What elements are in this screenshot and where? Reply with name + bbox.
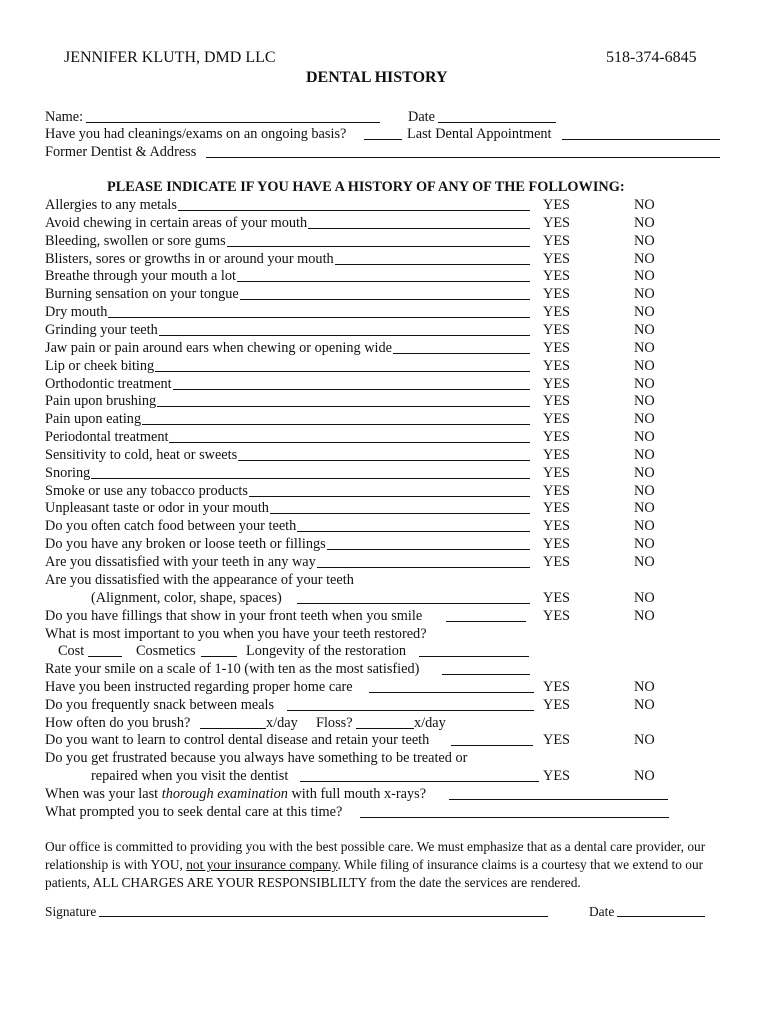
yes-option[interactable]: YES xyxy=(543,446,571,463)
no-option[interactable]: NO xyxy=(634,250,655,267)
question-text: Sensitivity to cold, heat or sweets xyxy=(45,446,238,463)
yes-option[interactable]: YES xyxy=(543,393,571,410)
no-option[interactable]: NO xyxy=(634,482,655,499)
rate-smile-field[interactable] xyxy=(442,674,530,675)
question-answer-line[interactable] xyxy=(327,549,530,550)
brush-per-day: x/day xyxy=(266,715,298,731)
appearance-no[interactable]: NO xyxy=(634,590,655,606)
frustrated-yes[interactable]: YES xyxy=(543,768,571,784)
notice-part2: . While filing of insurance claims is a courtesy that we extend to our patients, ALL CHARGES ARE YOUR RESPONSIBLILTY from the date the services are rendered. xyxy=(45,857,704,890)
question-answer-line[interactable] xyxy=(317,567,530,568)
question-answer-line[interactable] xyxy=(249,496,530,497)
yes-option[interactable]: YES xyxy=(543,232,571,249)
frustrated-detail: repaired when you visit the dentist xyxy=(91,768,289,784)
xrays-question xyxy=(45,787,426,801)
question-text: Orthodontic treatment xyxy=(45,375,172,392)
control-no[interactable]: NO xyxy=(634,732,655,748)
no-option[interactable]: NO xyxy=(634,197,655,213)
name-label: Name: xyxy=(45,109,84,125)
xrays-field[interactable] xyxy=(449,799,668,800)
yes-option[interactable]: YES xyxy=(543,304,571,321)
cosmetics-label: Cosmetics xyxy=(136,643,196,659)
question-answer-line[interactable] xyxy=(297,531,530,532)
fillings-front-no[interactable]: NO xyxy=(634,608,655,624)
question-answer-line[interactable] xyxy=(157,406,530,407)
question-text: Avoid chewing in certain areas of your mouth xyxy=(45,214,308,231)
yes-option[interactable]: YES xyxy=(543,250,571,267)
control-field[interactable] xyxy=(451,745,533,746)
fillings-front-question: Do you have fillings that show in your front teeth when you smile xyxy=(45,608,423,624)
notice-part1: Our office is committed to providing you with the best possible care. We must emphasize that as a dental care provider, our relationship is with YOU, xyxy=(45,839,706,872)
cleanings-field[interactable] xyxy=(364,139,402,140)
signature-date-field[interactable] xyxy=(617,916,705,917)
question-answer-line[interactable] xyxy=(393,353,530,354)
home-care-field[interactable] xyxy=(369,692,534,693)
no-option[interactable]: NO xyxy=(634,214,655,231)
no-option[interactable]: NO xyxy=(634,500,655,517)
no-option[interactable]: NO xyxy=(634,268,655,285)
practice-phone: 518-374-6845 xyxy=(606,49,697,66)
brush-field[interactable] xyxy=(200,728,266,729)
prompted-question: What prompted you to seek dental care at this time? xyxy=(45,804,343,820)
question-answer-line[interactable] xyxy=(173,389,530,390)
yes-option[interactable]: YES xyxy=(543,464,571,481)
question-text: Are you dissatisfied with your teeth in any way xyxy=(45,554,316,570)
question-answer-line[interactable] xyxy=(178,210,530,211)
question-text: Snoring xyxy=(45,464,91,481)
cosmetics-field[interactable] xyxy=(201,656,237,657)
question-text: Allergies to any metals xyxy=(45,197,177,213)
signature-field[interactable] xyxy=(99,916,548,917)
control-question: Do you want to learn to control dental disease and retain your teeth xyxy=(45,732,430,748)
question-answer-line[interactable] xyxy=(155,371,530,372)
longevity-label: Longevity of the restoration xyxy=(246,643,407,659)
name-field[interactable] xyxy=(86,122,380,123)
fillings-front-field[interactable] xyxy=(446,621,526,622)
signature-label: Signature xyxy=(45,904,97,919)
brush-label: How often do you brush? xyxy=(45,715,191,731)
question-text: Dry mouth xyxy=(45,304,108,321)
question-answer-line[interactable] xyxy=(227,246,530,247)
question-text: Do you often catch food between your teeth xyxy=(45,518,297,535)
no-option[interactable]: NO xyxy=(634,339,655,356)
question-answer-line[interactable] xyxy=(240,299,530,300)
floss-per-day: x/day xyxy=(414,715,446,731)
question-answer-line[interactable] xyxy=(142,424,530,425)
xrays-pre: When was your last xyxy=(45,786,159,802)
cleanings-label: Have you had cleanings/exams on an ongoing basis? xyxy=(45,126,347,142)
frustrated-field[interactable] xyxy=(300,781,539,782)
question-text: Bleeding, swollen or sore gums xyxy=(45,232,226,249)
question-text: Blisters, sores or growths in or around your mouth xyxy=(45,250,334,267)
yes-option[interactable]: YES xyxy=(543,339,571,356)
home-care-question: Have you been instructed regarding proper home care xyxy=(45,679,353,695)
rate-smile-question: Rate your smile on a scale of 1-10 (with ten as the most satisfied) xyxy=(45,661,420,677)
most-important-question: What is most important to you when you have your teeth restored? xyxy=(45,626,427,642)
cost-field[interactable] xyxy=(88,656,122,657)
question-text: Pain upon eating xyxy=(45,411,142,428)
no-option[interactable]: NO xyxy=(634,554,655,570)
floss-field[interactable] xyxy=(356,728,414,729)
cost-label: Cost xyxy=(58,643,85,659)
question-answer-line[interactable] xyxy=(91,478,530,479)
frustrated-question: Do you get frustrated because you always have something to be treated or xyxy=(45,750,468,766)
yes-option[interactable]: YES xyxy=(543,536,571,553)
no-option[interactable]: NO xyxy=(634,232,655,249)
appearance-detail: (Alignment, color, shape, spaces) xyxy=(91,590,282,606)
no-option[interactable]: NO xyxy=(634,304,655,321)
practice-name: JENNIFER KLUTH, DMD LLC xyxy=(64,49,276,66)
question-text: Jaw pain or pain around ears when chewing or opening wide xyxy=(45,339,392,356)
floss-label: Floss? xyxy=(316,715,353,731)
question-text: Pain upon brushing xyxy=(45,393,157,410)
question-text: Smoke or use any tobacco products xyxy=(45,482,248,499)
signature-date-label: Date xyxy=(589,904,615,919)
no-option[interactable]: NO xyxy=(634,446,655,463)
frustrated-no[interactable]: NO xyxy=(634,768,655,784)
office-notice xyxy=(45,838,735,892)
longevity-field[interactable] xyxy=(419,656,529,657)
fillings-front-yes[interactable]: YES xyxy=(543,608,571,624)
question-text: Do you have any broken or loose teeth or fillings xyxy=(45,536,326,553)
question-answer-line[interactable] xyxy=(335,264,530,265)
yes-option[interactable]: YES xyxy=(543,214,571,231)
no-option[interactable]: NO xyxy=(634,536,655,553)
xrays-italic: thorough examination xyxy=(161,786,288,802)
section-heading: PLEASE INDICATE IF YOU HAVE A HISTORY OF ANY OF THE FOLLOWING: xyxy=(107,179,625,195)
question-answer-line[interactable] xyxy=(169,442,530,443)
question-text: Unpleasant taste or odor in your mouth xyxy=(45,500,269,517)
question-answer-line[interactable] xyxy=(159,335,530,336)
yes-option[interactable]: YES xyxy=(543,554,571,570)
yes-option[interactable]: YES xyxy=(543,429,571,446)
snack-question: Do you frequently snack between meals xyxy=(45,697,275,713)
no-option[interactable]: NO xyxy=(634,321,655,338)
home-care-yes[interactable]: YES xyxy=(543,679,571,695)
last-appointment-field[interactable] xyxy=(562,139,720,140)
home-care-no[interactable]: NO xyxy=(634,679,655,695)
date-field[interactable] xyxy=(438,122,556,123)
yes-option[interactable]: YES xyxy=(543,375,571,392)
no-option[interactable]: NO xyxy=(634,464,655,481)
no-option[interactable]: NO xyxy=(634,393,655,410)
snack-yes[interactable]: YES xyxy=(543,697,571,713)
yes-option[interactable]: YES xyxy=(543,482,571,499)
question-text: Grinding your teeth xyxy=(45,321,158,338)
control-yes[interactable]: YES xyxy=(543,732,571,748)
notice-underlined: not your insurance company xyxy=(186,857,338,872)
appearance-yes[interactable]: YES xyxy=(543,590,571,606)
yes-option[interactable]: YES xyxy=(543,197,571,213)
yes-option[interactable]: YES xyxy=(543,321,571,338)
appearance-question: Are you dissatisfied with the appearance of your teeth xyxy=(45,572,354,588)
yes-option[interactable]: YES xyxy=(543,411,571,428)
no-option[interactable]: NO xyxy=(634,518,655,535)
date-label: Date xyxy=(408,109,435,125)
question-answer-line[interactable] xyxy=(308,228,530,229)
last-appointment-label: Last Dental Appointment xyxy=(407,126,552,142)
question-text: Periodontal treatment xyxy=(45,429,169,446)
former-dentist-label: Former Dentist & Address xyxy=(45,144,197,160)
question-answer-line[interactable] xyxy=(108,317,530,318)
no-option[interactable]: NO xyxy=(634,429,655,446)
no-option[interactable]: NO xyxy=(634,411,655,428)
xrays-post: with full mouth x-rays? xyxy=(291,786,427,802)
snack-no[interactable]: NO xyxy=(634,697,655,713)
yes-option[interactable]: YES xyxy=(543,268,571,285)
question-text: Burning sensation on your tongue xyxy=(45,286,239,303)
page-title: DENTAL HISTORY xyxy=(306,69,448,86)
question-answer-line[interactable] xyxy=(238,460,530,461)
snack-field[interactable] xyxy=(287,710,534,711)
appearance-field[interactable] xyxy=(297,603,530,604)
no-option[interactable]: NO xyxy=(634,286,655,303)
yes-option[interactable]: YES xyxy=(543,357,571,374)
yes-option[interactable]: YES xyxy=(543,286,571,303)
yes-option[interactable]: YES xyxy=(543,518,571,535)
former-dentist-field[interactable] xyxy=(206,157,720,158)
question-answer-line[interactable] xyxy=(237,281,530,282)
no-option[interactable]: NO xyxy=(634,375,655,392)
yes-option[interactable]: YES xyxy=(543,500,571,517)
question-text: Breathe through your mouth a lot xyxy=(45,268,236,285)
question-text: Lip or cheek biting xyxy=(45,357,155,374)
prompted-field[interactable] xyxy=(360,817,669,818)
question-answer-line[interactable] xyxy=(270,513,530,514)
no-option[interactable]: NO xyxy=(634,357,655,374)
